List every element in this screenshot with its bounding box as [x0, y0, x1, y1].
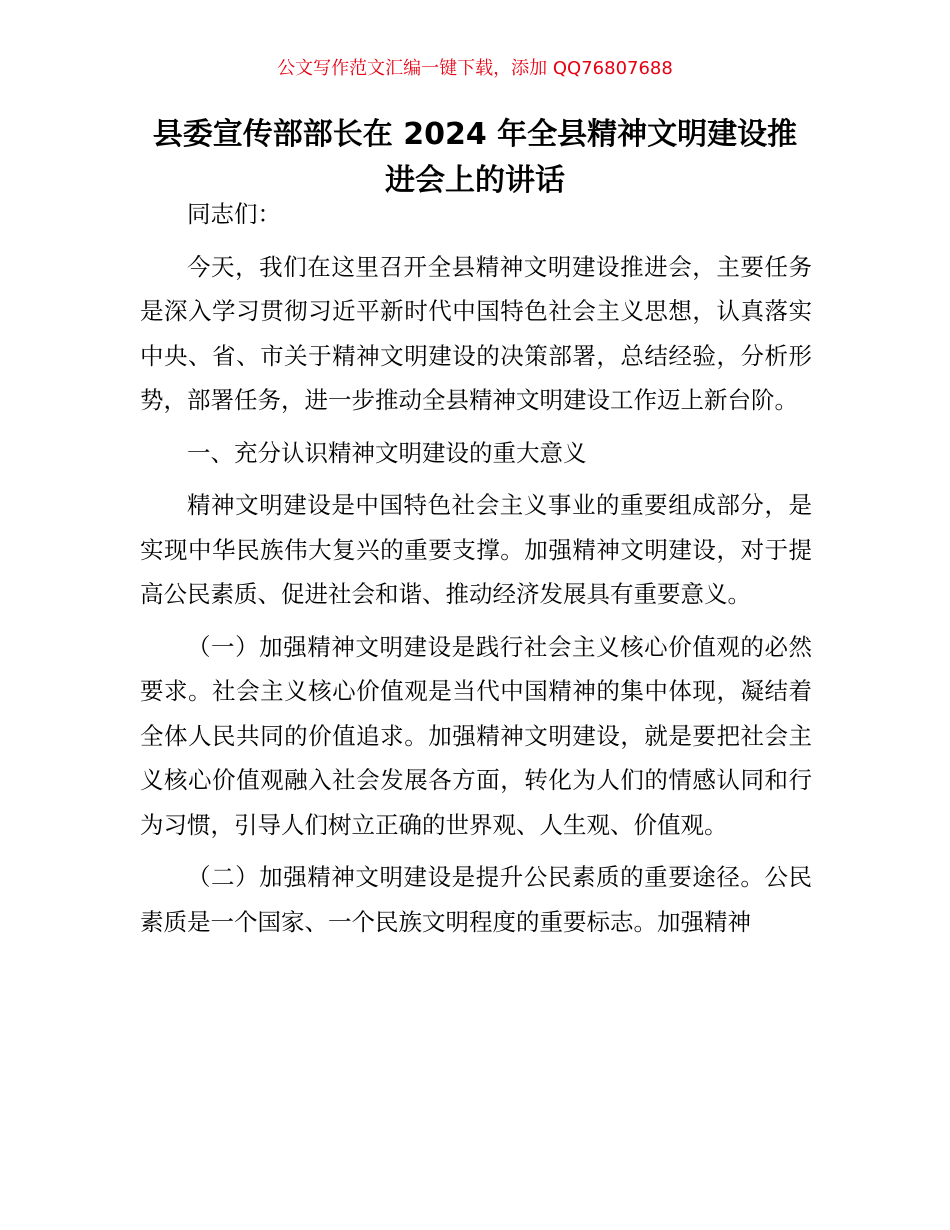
paragraph-point-2: （二）加强精神文明建设是提升公民素质的重要途径。公民素质是一个国家、一个民族文明程度的重要标志。加强精神 [140, 863, 812, 936]
paragraph-point-1: （一）加强精神文明建设是践行社会主义核心价值观的必然要求。社会主义核心价值观是当代中国精神的集中体现，凝结着全体人民共同的价值追求。加强精神文明建设，就是要把社会主义核心价值观融入社会发展各方面，转化为人们的情感认同和行为习惯，引导人们树立正确的世界观、人生观、价值观。 [140, 632, 812, 839]
salutation: 同志们： [187, 200, 281, 228]
paragraph-significance: 精神文明建设是中国特色社会主义事业的重要组成部分，是实现中华民族伟大复兴的重要支撑。加强精神文明建设，对于提高公民素质、促进社会和谐、推动经济发展具有重要意义。 [140, 491, 812, 608]
section-heading-1: 一、充分认识精神文明建设的重大意义 [187, 438, 587, 467]
download-banner: 公文写作范文汇编一键下载，添加 QQ76807688 [277, 58, 673, 79]
document-body [140, 192, 812, 952]
document-title: 县委宣传部部长在 2024 年全县精神文明建设推进会上的讲话 [152, 117, 798, 198]
paragraph-intro: 今天，我们在这里召开全县精神文明建设推进会，主要任务是深入学习贯彻习近平新时代中国特色社会主义思想，认真落实中央、省、市关于精神文明建设的决策部署，总结经验，分析形势，部署任务，进一步推动全县精神文明建设工作迈上新台阶。 [140, 252, 812, 414]
